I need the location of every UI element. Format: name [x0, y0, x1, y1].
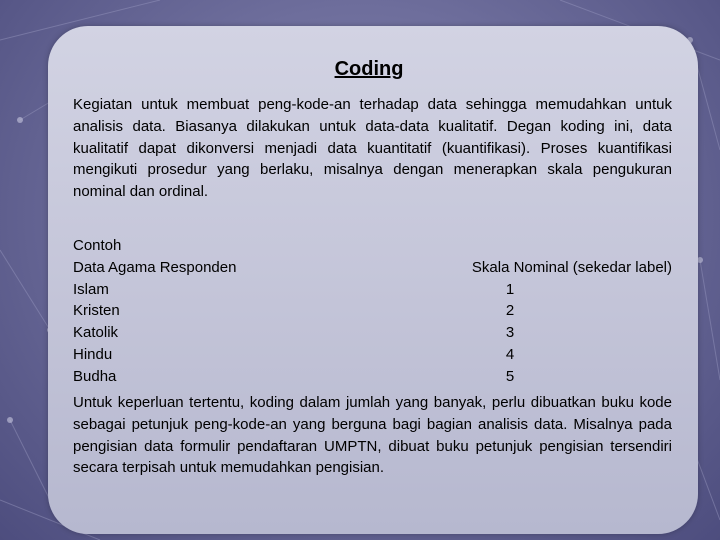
intro-paragraph: Kegiatan untuk membuat peng-kode-an terhadap data sehingga memudahkan untuk analisis data. Biasanya dilakukan untuk data-data kualitatif. Degan koding ini, data kualitatif dapat dikonversi menjadi data kuantitatif (kuantifikasi). Proses kuantifikasi mengikuti prosedur yang berlaku, misalnya dengan menerapkan skala pengukuran nominal dan ordinal. — [73, 96, 672, 201]
slide-title: Coding — [334, 58, 404, 80]
table-row — [73, 322, 672, 344]
nominal-code: 1 — [505, 280, 515, 298]
example-heading-row — [73, 235, 672, 257]
nominal-code: 2 — [505, 302, 515, 320]
religion-label: Budha — [73, 367, 117, 385]
nominal-code: 4 — [505, 345, 515, 363]
table-row — [73, 344, 672, 366]
closing-paragraph: Untuk keperluan tertentu, koding dalam jumlah yang banyak, perlu dibuatkan buku kode sebagai petunjuk peng-kode-an yang berguna bagi bagian analisis data. Misalnya pada pengisian data formulir pendaftaran UMPTN, dibuat buku petunjuk pengisian tersendiri secara terpisah untuk memudahkan pengisian. — [73, 394, 672, 477]
column-left-header: Data Agama Responden — [73, 258, 237, 276]
nominal-code: 5 — [505, 367, 515, 385]
religion-label: Hindu — [73, 345, 113, 363]
religion-label: Katolik — [73, 324, 119, 342]
example-table — [73, 235, 672, 388]
table-row — [73, 300, 672, 322]
religion-label: Kristen — [73, 302, 120, 320]
table-row — [73, 366, 672, 388]
example-heading: Contoh — [73, 237, 122, 254]
nominal-code: 3 — [505, 324, 515, 342]
table-row — [73, 279, 672, 301]
column-right-header: Skala Nominal (sekedar label) — [471, 258, 672, 276]
religion-label: Islam — [73, 280, 109, 298]
example-header-row — [73, 257, 672, 279]
